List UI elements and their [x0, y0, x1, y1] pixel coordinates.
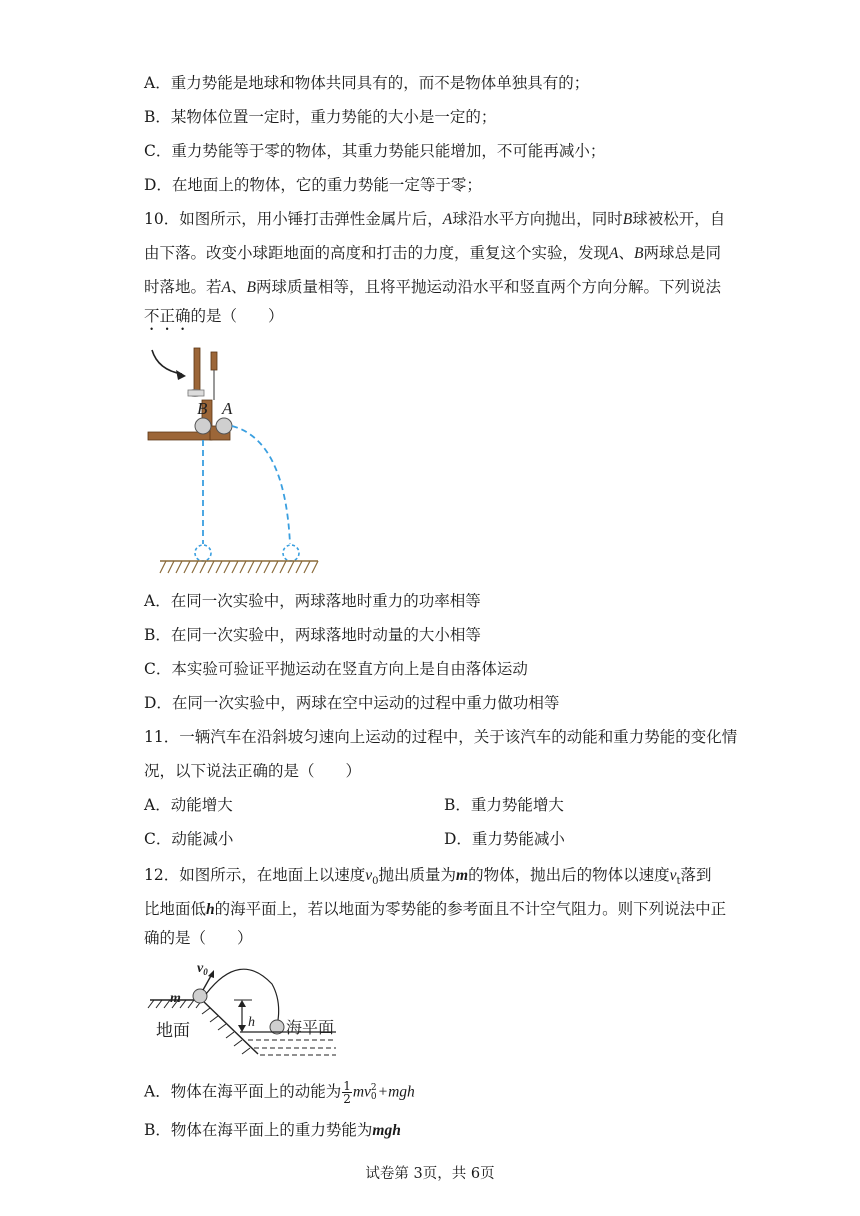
- ball-start: [193, 989, 207, 1003]
- q11-option-d: D．重力势能减小: [444, 830, 565, 848]
- q10-stem-line2: 由下落。改变小球距地面的高度和打击的力度，重复这个实验，发现A、B两球总是同: [144, 244, 721, 262]
- q9-option-a: A．重力势能是地球和物体共同具有的，而不是物体单独具有的；: [144, 74, 590, 92]
- q12-option-a: A．物体在海平面上的动能为 $\frac{1}{2}$ mv 2 0 +mgh: [144, 1079, 415, 1106]
- q12-stem-line1: 12．如图所示，在地面上以速度$v_0$抛出质量为m的物体，抛出后的物体以速度$v_t$落到: [144, 866, 712, 888]
- ball-b: [195, 418, 211, 434]
- q12-stem-line2: 比地面低h的海平面上，若以地面为零势能的参考面且不计空气阻力。则下列说法中正: [144, 900, 727, 918]
- q11-stem-line1: 11．一辆汽车在沿斜坡匀速向上运动的过程中，关于该汽车的动能和重力势能的变化情: [144, 728, 738, 746]
- page-footer: 试卷第 3页，共 6页: [365, 1166, 495, 1182]
- q10-option-c: C．本实验可验证平抛运动在竖直方向上是自由落体运动: [144, 660, 528, 678]
- q12-figure-projectile-sea: [140, 954, 350, 1062]
- q10-stem-line3: 时落地。若A、B两球质量相等，且将平抛运动沿水平和竖直两个方向分解。下列说法: [144, 278, 721, 296]
- q10-option-b: B．在同一次实验中，两球落地时动量的大小相等: [144, 626, 481, 644]
- hammer-handle: [194, 348, 200, 390]
- hammer-head: [188, 390, 204, 396]
- q10-option-a: A．在同一次实验中，两球落地时重力的功率相等: [144, 592, 481, 610]
- label-m: m: [170, 991, 181, 1006]
- ball-a: [216, 418, 232, 434]
- q11-option-a: A．动能增大: [144, 796, 233, 814]
- q9-option-c: C．重力势能等于零的物体，其重力势能只能增加，不可能再减小；: [144, 142, 606, 160]
- q9-option-d: D．在地面上的物体，它的重力势能一定等于零；: [144, 176, 482, 194]
- label-b: B: [197, 399, 208, 418]
- q10-option-d: D．在同一次实验中，两球在空中运动的过程中重力做功相等: [144, 694, 560, 712]
- q9-option-b: B．某物体位置一定时，重力势能的大小是一定的；: [144, 108, 497, 126]
- q12-option-b: B．物体在海平面上的重力势能为mgh: [144, 1121, 401, 1139]
- label-a: A: [222, 399, 233, 418]
- q11-stem-line2: 况，以下说法正确的是（ ）: [144, 762, 362, 780]
- label-v0: $v_0$: [197, 961, 208, 977]
- projectile-path: [232, 426, 290, 544]
- fraction-one-half: $\frac{1}{2}$: [343, 1079, 351, 1106]
- label-ground: 地面: [156, 1021, 190, 1041]
- q10-figure-hammer-experiment: [140, 340, 330, 580]
- label-sea-level: 海平面: [286, 1018, 335, 1037]
- q12-stem-line3: 确的是（ ）: [144, 929, 253, 947]
- label-h: h: [248, 1015, 255, 1030]
- q11-option-b: B．重力势能增大: [444, 796, 564, 814]
- q10-stem-line4: 不正确的是（ ）: [144, 307, 284, 325]
- emphasized-text: 不正确: [144, 307, 191, 325]
- q11-option-c: C．动能减小: [144, 830, 234, 848]
- curved-arrow-icon: [152, 350, 182, 374]
- q10-stem-line1: 10．如图所示，用小锤打击弹性金属片后，A球沿水平方向抛出，同时B球被松开，自: [144, 210, 726, 228]
